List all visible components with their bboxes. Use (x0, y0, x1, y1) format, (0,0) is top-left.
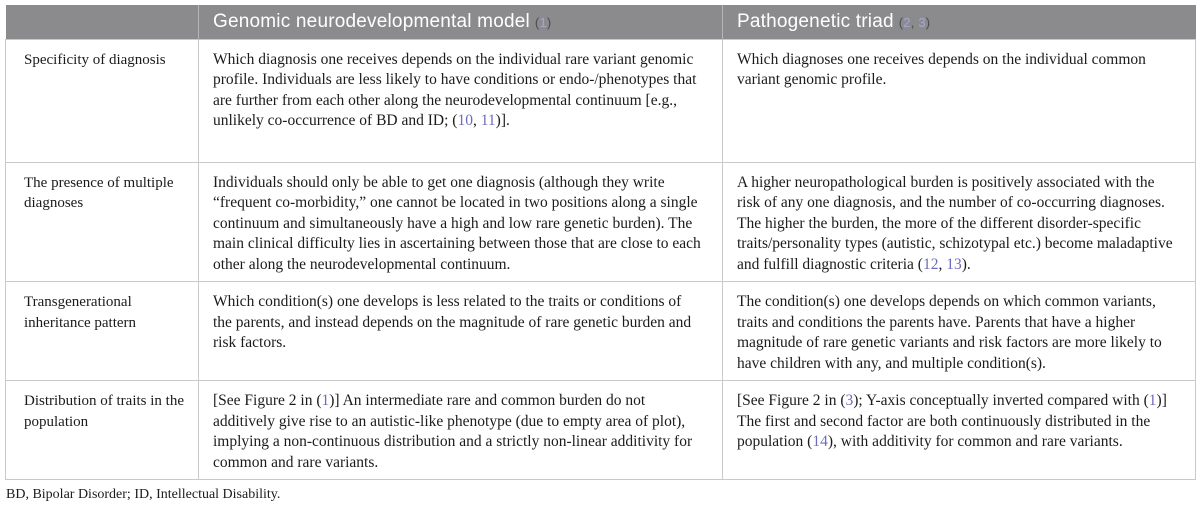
genomic-model-cell (199, 162, 723, 282)
text-segment: )]. (495, 112, 510, 129)
text-segment: ) (546, 14, 552, 30)
text-segment: ), with additivity for common and rare variants. (827, 433, 1123, 450)
genomic-model-cell (199, 39, 723, 162)
text-segment: The condition(s) one develops depends on which common variants, traits and conditions the parents have. Parents that have a higher magnitude of rare genetic variants and risk factors are more likely to have children with any, and multiple condition(s). (737, 293, 1162, 372)
table-row (6, 381, 1196, 480)
reference-link[interactable]: 13 (946, 255, 962, 273)
reference-link[interactable]: 1 (321, 392, 330, 409)
row-label: Specificity of diagnosis (6, 39, 199, 162)
header-triad-title: Pathogenetic triad (737, 10, 894, 32)
table-row (6, 39, 1196, 162)
reference-link[interactable]: 2 (903, 14, 911, 30)
table-footnote: BD, Bipolar Disorder; ID, Intellectual Disability. (6, 487, 281, 502)
text-segment: Which condition(s) one develops is less related to the traits or conditions of the parents, and instead depends on the magnitude of rare genetic burden and risk factors. (213, 293, 692, 351)
text-segment: ); Y-axis conceptually inverted compared with ( (853, 392, 1149, 409)
table-row (6, 282, 1196, 381)
table-body (6, 39, 1196, 480)
table-header (6, 5, 1196, 39)
reference-link[interactable]: 10 (457, 112, 473, 129)
reference-link[interactable]: 11 (480, 112, 496, 129)
pathogenetic-triad-cell (723, 162, 1196, 282)
text-segment: [See Figure 2 in ( (737, 392, 846, 409)
reference-link[interactable]: 1 (539, 14, 547, 30)
text-segment: ). (961, 255, 971, 273)
header-pathogenetic-triad (723, 5, 1196, 39)
reference-link[interactable]: 3 (918, 14, 926, 30)
genomic-model-cell (199, 282, 723, 381)
pathogenetic-triad-cell (723, 381, 1196, 480)
header-row (6, 5, 1196, 39)
text-segment: , (472, 112, 481, 129)
text-segment: , (910, 14, 919, 30)
text-segment: )] An intermediate rare and common burden do not additively give rise to an autistic-like phenotype (due to empty area of plot), implying a non-continuous distribution and a strictly non-linear additivity for common and rare variants. (213, 392, 693, 471)
reference-link[interactable]: 12 (922, 255, 939, 273)
row-label: Distribution of traits in the population (6, 381, 199, 480)
genomic-model-cell (199, 381, 723, 480)
text-segment: )] The first and second factor are both continuously distributed in the population ( (737, 392, 1167, 450)
pathogenetic-triad-cell (723, 39, 1196, 162)
header-empty-cell (6, 5, 199, 39)
row-label: The presence of multiple diagnoses (6, 162, 199, 282)
text-segment: ( (898, 14, 904, 30)
text-segment: , (938, 255, 947, 273)
text-segment: ) (925, 14, 931, 30)
reference-link[interactable]: 1 (1148, 392, 1157, 409)
table-row (6, 162, 1196, 282)
text-segment: Individuals should only be able to get one diagnosis (although they write “frequent co-morbidity,” one cannot be located in two positions along a single continuum and simultaneously have a high and low rare genetic burden). The main clinical difficulty lies in ascertaining between those that are close to each other along the neurodevelopmental continuum. (213, 173, 701, 273)
text-segment: ( (534, 14, 540, 30)
header-triad-refs (899, 15, 931, 30)
reference-link[interactable]: 3 (845, 392, 854, 409)
header-genomic-model (199, 5, 723, 39)
header-genomic-refs (535, 15, 552, 30)
pathogenetic-triad-cell (723, 282, 1196, 381)
comparison-table (5, 5, 1196, 480)
text-segment: [See Figure 2 in ( (213, 392, 322, 409)
text-segment: Which diagnosis one receives depends on the individual rare variant genomic profile. Individuals are less likely to have conditions or endo-/phenotypes that are further from each other along the neurodevelopmental continuum [e.g., unlikely co-occurrence of BD and ID; ( (213, 50, 697, 129)
reference-link[interactable]: 14 (812, 433, 828, 450)
text-segment: Which diagnoses one receives depends on the individual common variant genomic profile. (737, 50, 1146, 88)
header-genomic-title: Genomic neurodevelopmental model (213, 10, 530, 32)
row-label: Transgenerational inheritance pattern (6, 282, 199, 381)
text-segment: A higher neuropathological burden is positively associated with the risk of any one diagnosis, and the number of co-occurring diagnoses. The higher the burden, the more of the different disorder-specific traits/personality types (autistic, schizotypal etc.) become maladaptive and fulfill diagnostic criteria ( (737, 173, 1173, 273)
